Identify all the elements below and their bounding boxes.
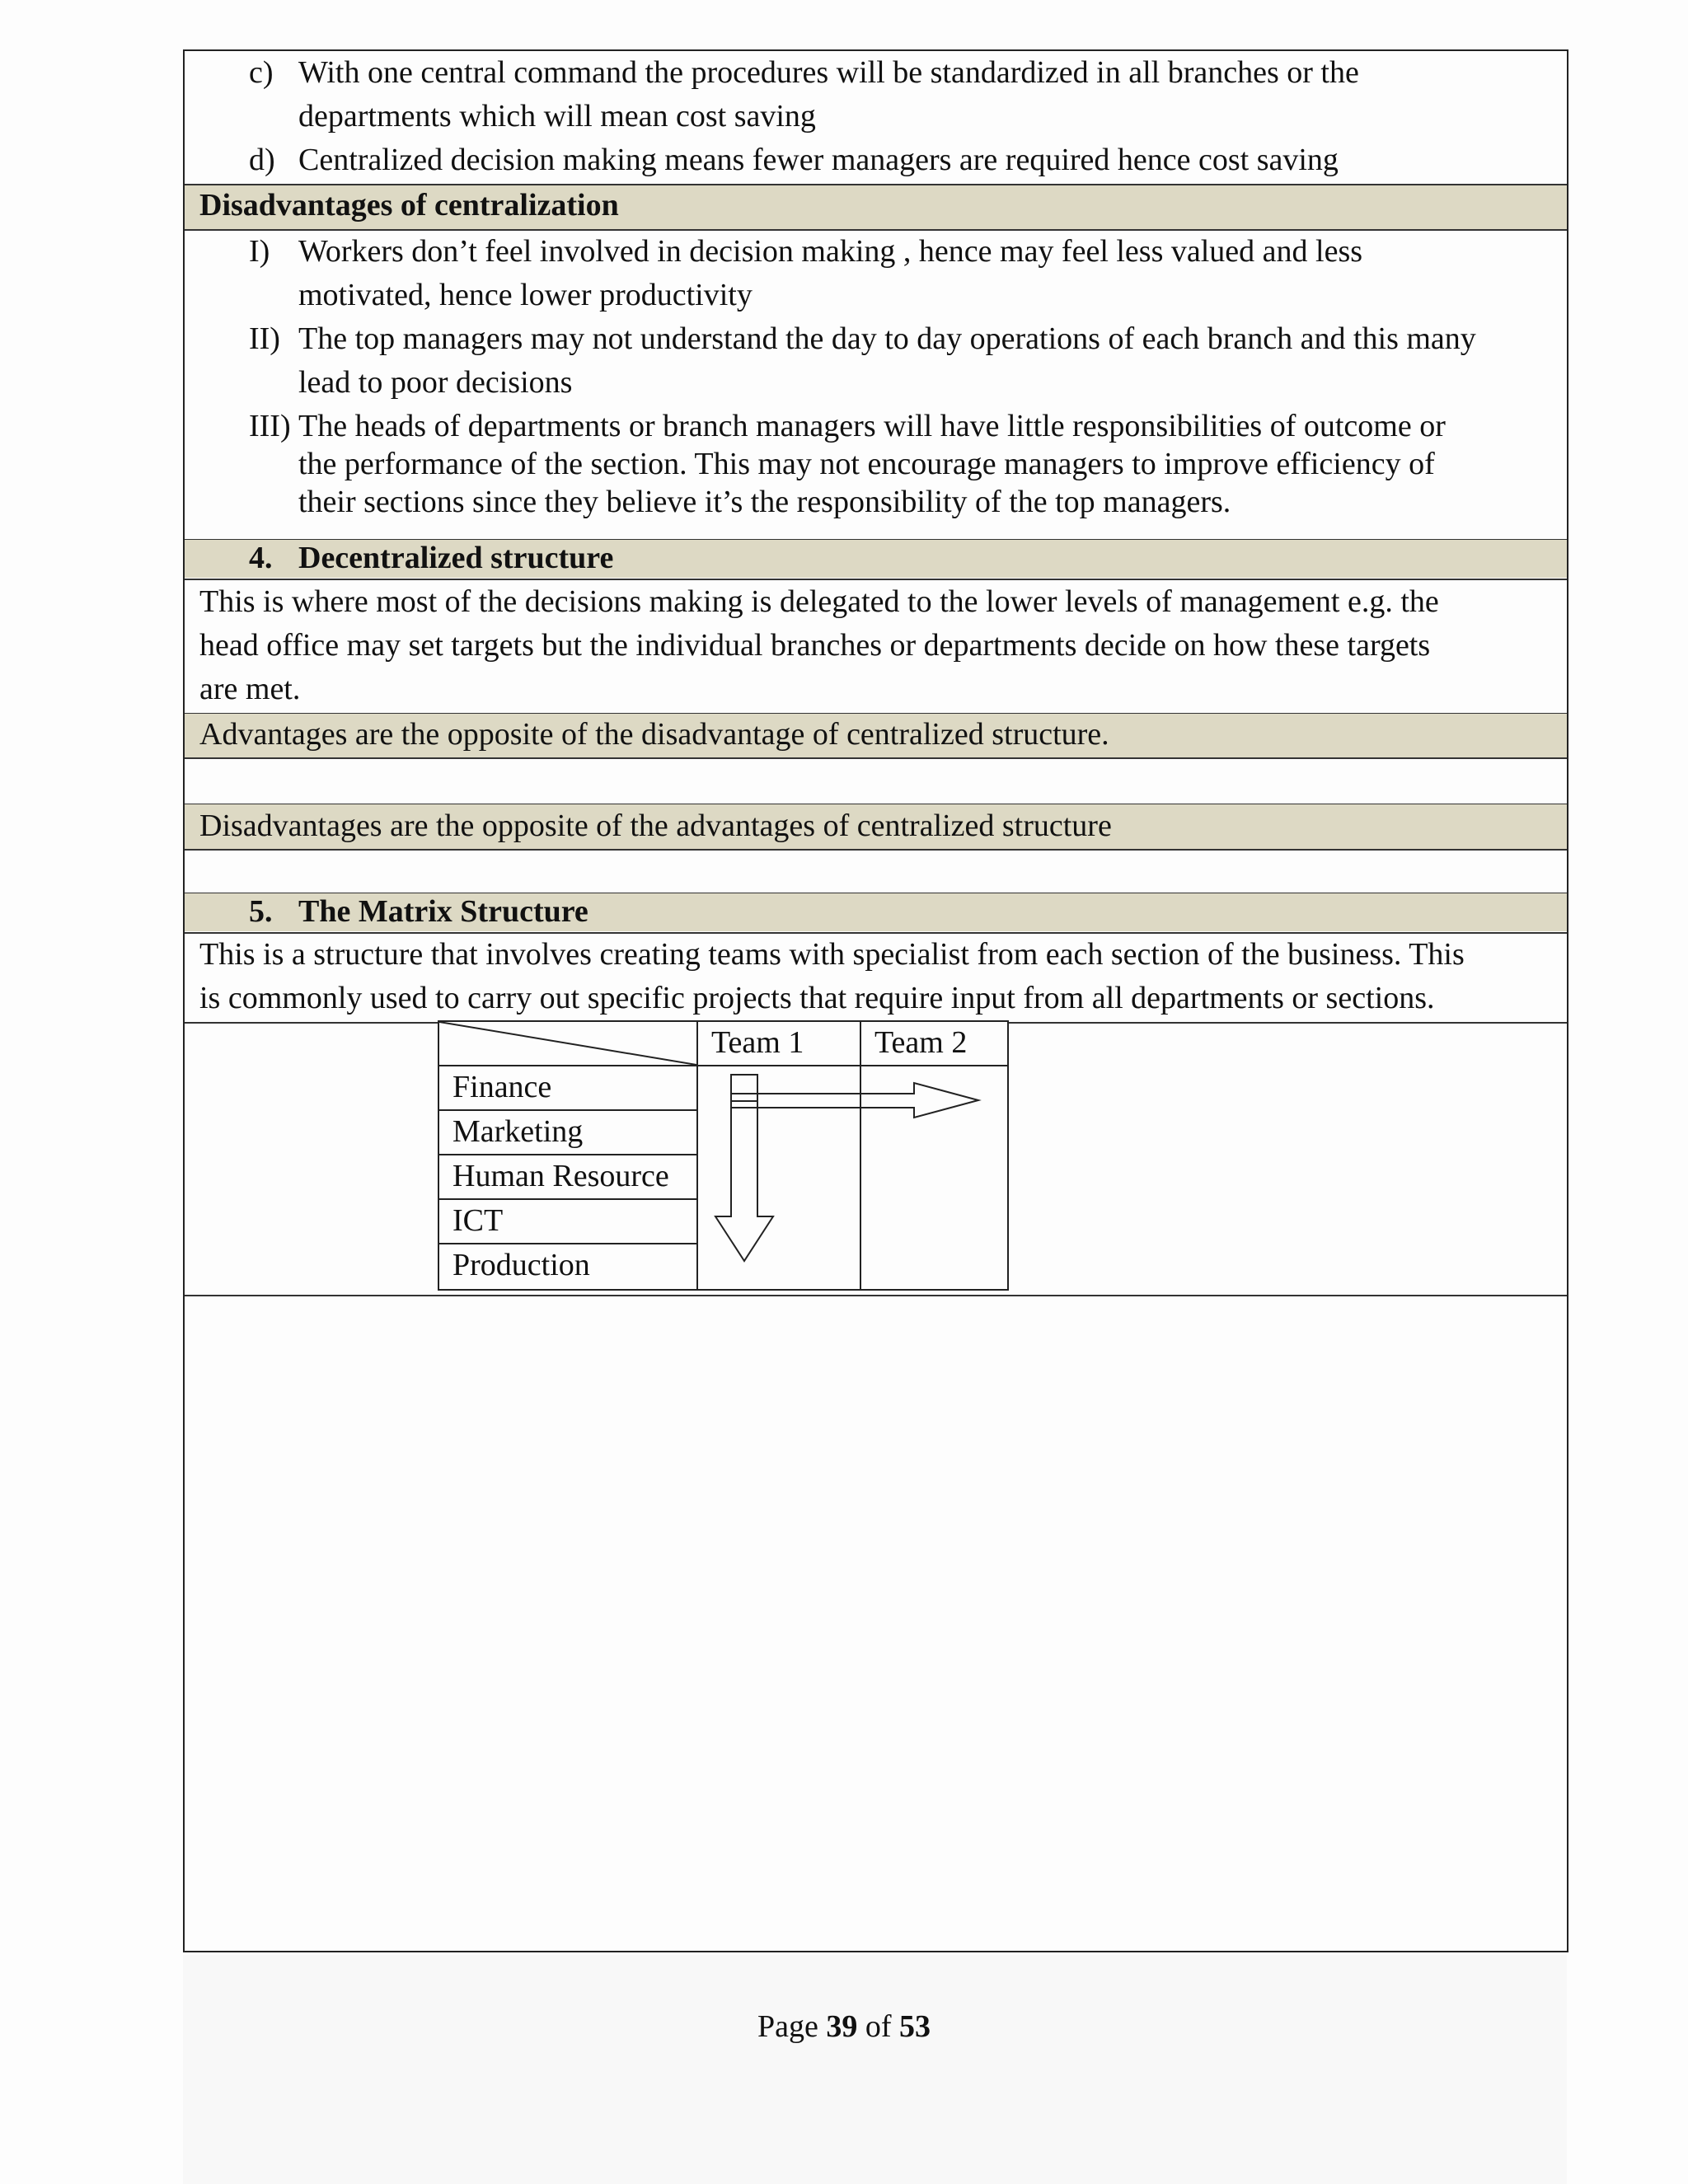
right-arrow-icon	[731, 1083, 978, 1118]
section-4-number: 4.	[249, 541, 273, 575]
section-5-paragraph-line: This is a structure that involves creating teams with specialist from each section of the business. This	[199, 937, 1465, 972]
section-4-paragraph-line: head office may set targets but the individual branches or departments decide on how these targets	[199, 628, 1431, 663]
section-4-paragraph-line: are met.	[199, 672, 301, 706]
list-item-line: motivated, hence lower productivity	[298, 278, 753, 312]
matrix-arrows	[438, 1020, 1009, 1292]
section-5-title: The Matrix Structure	[298, 894, 588, 929]
arrow-junction-icon	[731, 1075, 757, 1101]
list-item-line: Centralized decision making means fewer managers are required hence cost saving	[298, 143, 1339, 177]
disadvantages-heading: Disadvantages of centralization	[199, 188, 619, 223]
disadvantages-note: Disadvantages are the opposite of the advantages of centralized structure	[199, 808, 1112, 843]
advantages-note: Advantages are the opposite of the disadvantage of centralized structure.	[199, 717, 1109, 752]
page-background	[183, 1955, 1567, 2184]
list-item-line: The top managers may not understand the day to day operations of each branch and this many	[298, 321, 1476, 356]
section-4-title: Decentralized structure	[298, 541, 614, 575]
matrix-diagram	[438, 1020, 1009, 1292]
page-footer: Page 39 of 53	[757, 2009, 931, 2044]
matrix-department: Marketing	[438, 1109, 698, 1155]
matrix-department: Human Resource	[438, 1154, 698, 1200]
down-arrow-icon	[715, 1086, 773, 1261]
section-5-paragraph-line: is commonly used to carry out specific projects that require input from all departments or sections.	[199, 981, 1435, 1015]
matrix-team-header: Team 2	[860, 1020, 1009, 1066]
list-item-line: With one central command the procedures will be standardized in all branches or the	[298, 55, 1359, 90]
matrix-department: Finance	[438, 1065, 698, 1111]
page-total: 53	[899, 2009, 931, 2044]
page-number: 39	[826, 2009, 858, 2044]
list-item-line: Workers don’t feel involved in decision making , hence may feel less valued and less	[298, 234, 1363, 269]
section-4-paragraph-line: This is where most of the decisions making is delegated to the lower levels of management e.g. the	[199, 584, 1439, 619]
list-item-line: lead to poor decisions	[298, 365, 573, 400]
section-5-number: 5.	[249, 894, 273, 929]
matrix-department: Production	[438, 1243, 698, 1291]
list-item-line: The heads of departments or branch managers will have little responsibilities of outcome or	[298, 409, 1446, 443]
list-item-line: departments which will mean cost saving	[298, 99, 816, 134]
matrix-team-header: Team 1	[696, 1020, 861, 1066]
document-table: c) With one central command the procedures will be standardized in all branches or the departments which will mean cost saving d) Centralized decision making means fewer managers are required hence cost saving Disadvantages of centralization I) Workers don’t feel involved in decision making , hence may feel less valued and less motivated, hence lower productivity II) The top managers may not understand the day to day operations of each branch and this many lead to poor decisions III) The heads of departments or branch managers will have little responsibilities of outcome or the performance of the section. This may not encourage managers to improve efficiency of their sections since they believe it’s the responsibility of the top managers. 4. Decentralized structure This is where most of the decisions making is delegated to the lower levels of management e.g. the head office may set targets but the individual branches or departments decide on how these targets are met. Advantages are the opposite of the disadvantage of centralized structure. Disadvantages are the opposite of the advantages of centralized structure 5. The Matrix Structure This is a structure that involves creating teams with specialist from each section of the business. This is commonly used to carry out specific projects that require input from all departments or sections.	[183, 49, 1568, 1952]
matrix-department: ICT	[438, 1198, 698, 1244]
list-item-line: the performance of the section. This may not encourage managers to improve efficiency of	[298, 447, 1435, 481]
list-item-line: their sections since they believe it’s the responsibility of the top managers.	[298, 485, 1231, 519]
